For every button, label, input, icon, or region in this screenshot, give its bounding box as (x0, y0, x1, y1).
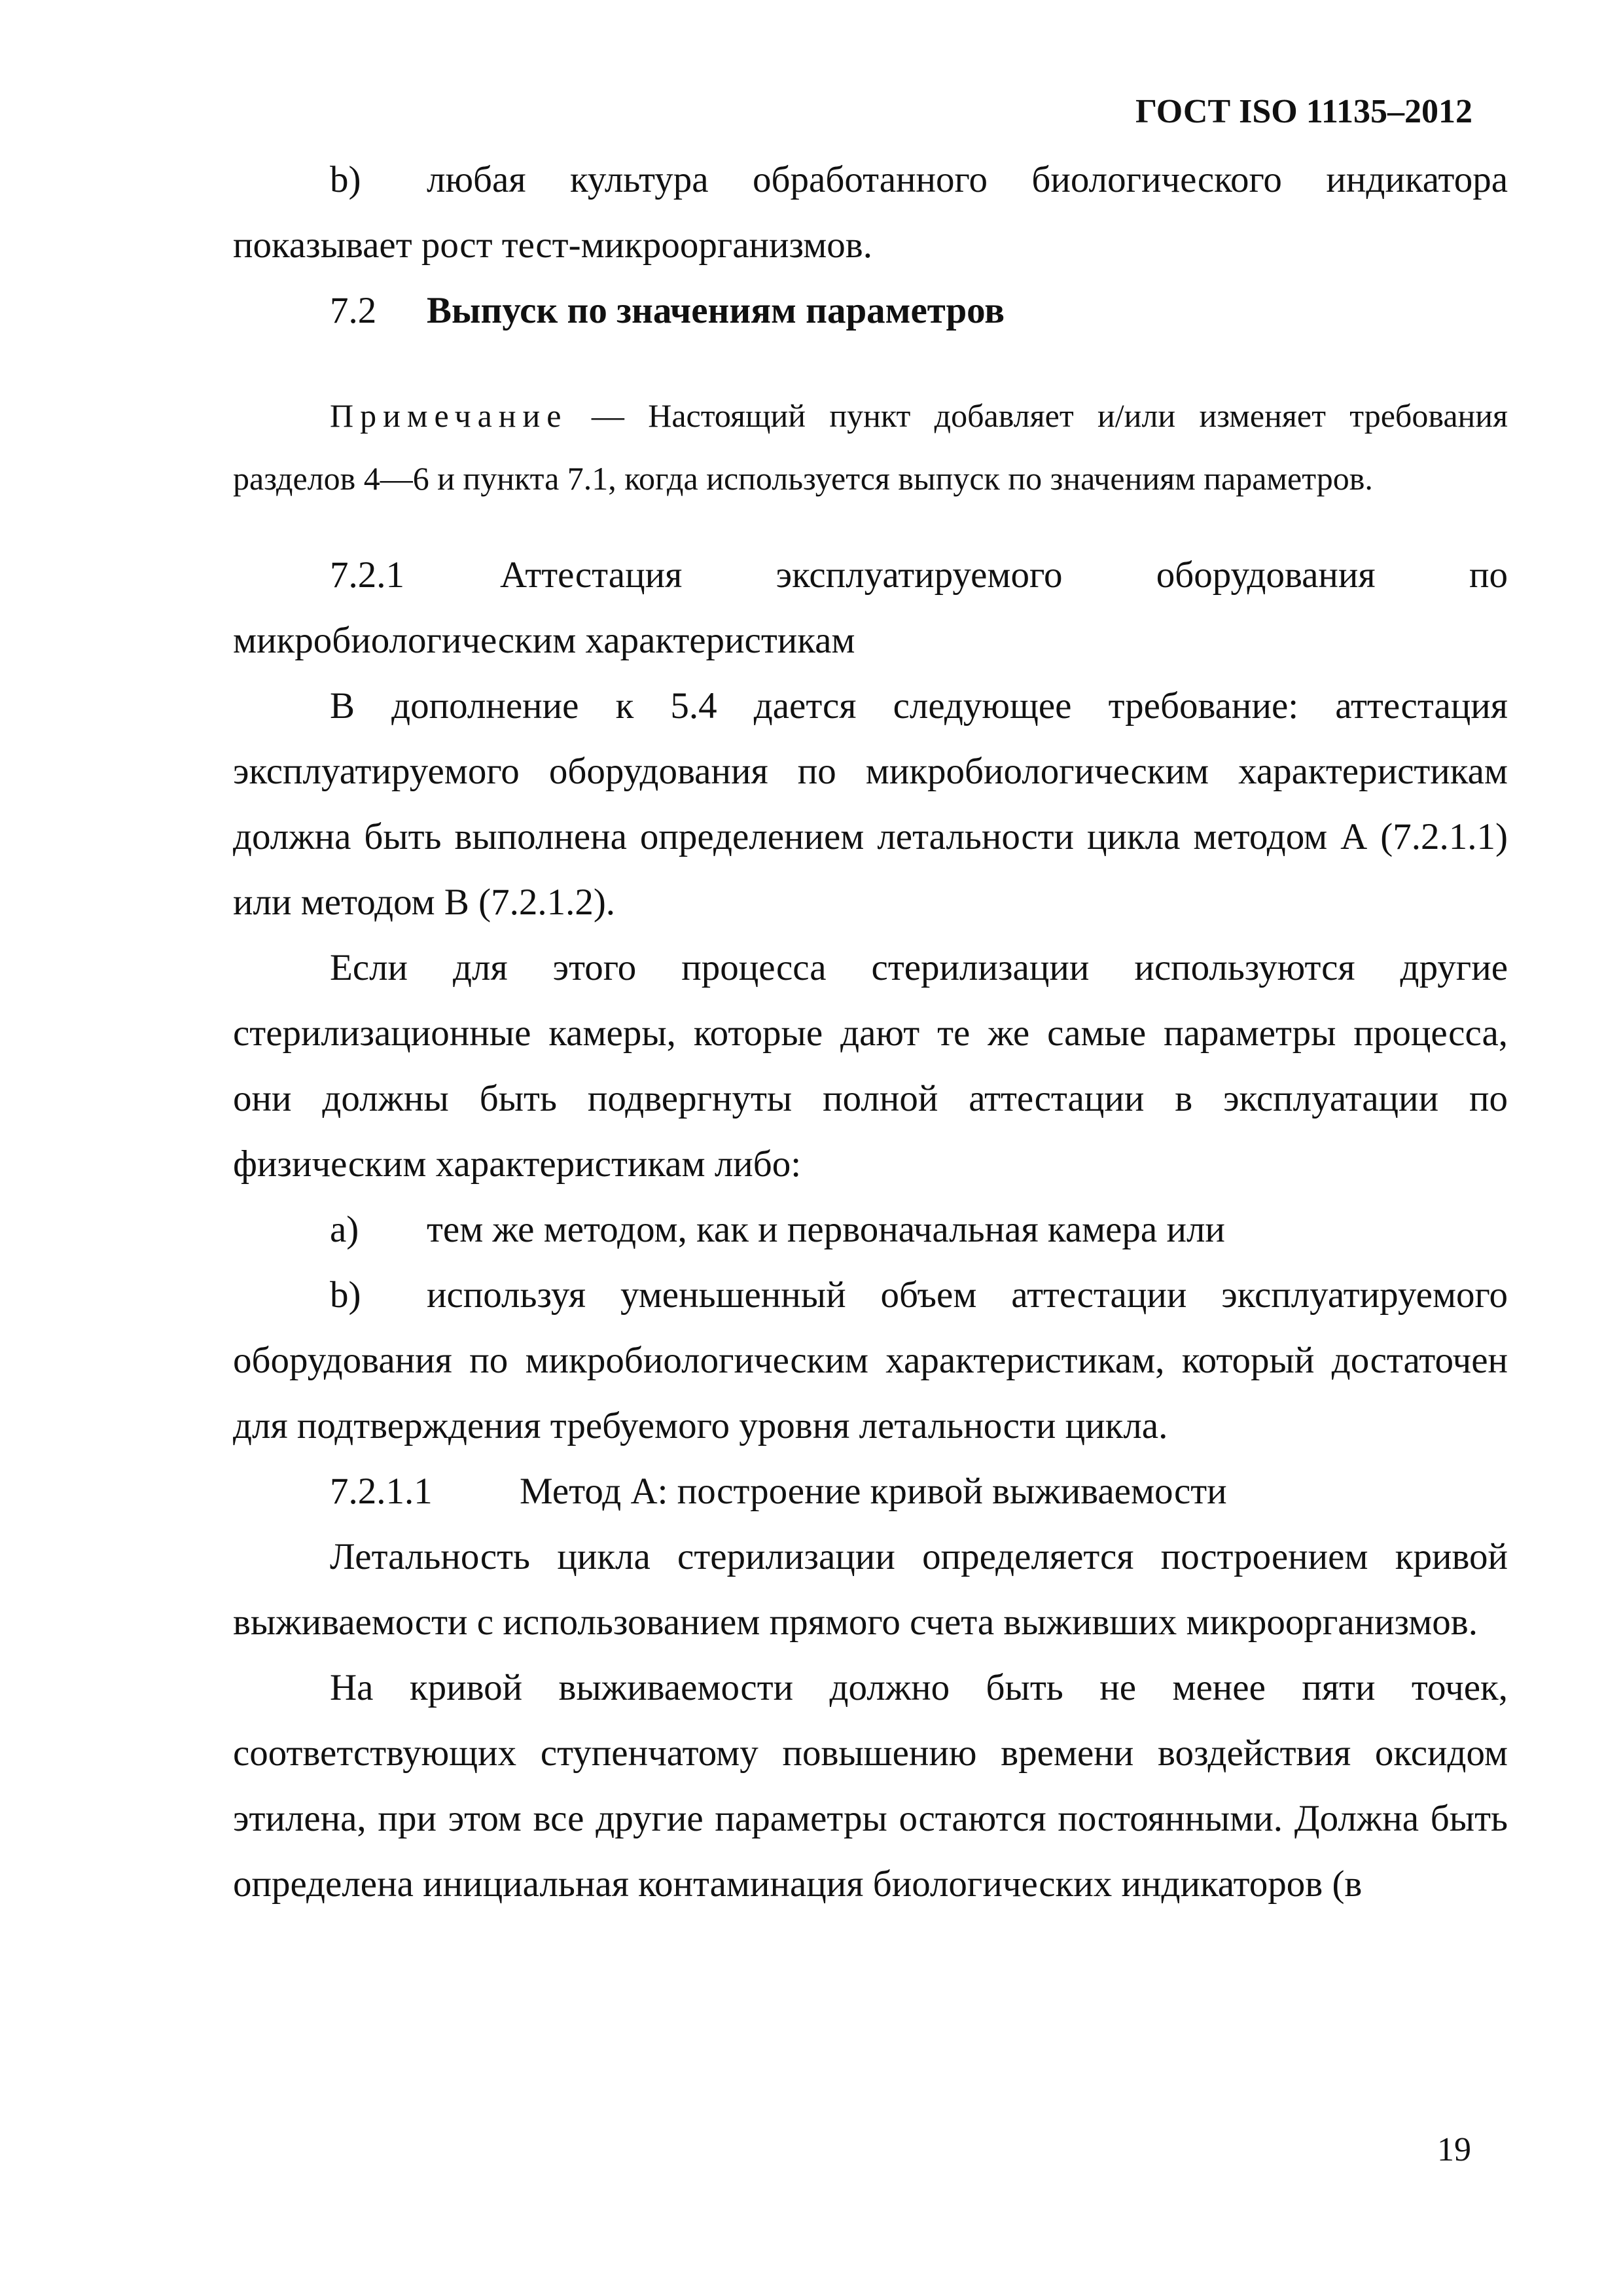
section-heading-7-2 (233, 278, 1508, 344)
list-item-a (233, 1197, 1508, 1263)
page-number: 19 (1437, 2131, 1471, 2168)
note-text: Настоящий пункт добавляет и/или изменяет требования разделов 4—6 и пункта 7.1, когда используется выпуск по значениям параметров. (233, 397, 1508, 497)
list-marker: а) (330, 1209, 359, 1250)
document-header: ГОСТ ISO 11135–2012 (1135, 93, 1472, 130)
list-item-b-first (233, 147, 1508, 278)
list-item-text: любая культура обработанного биологического индикатора показывает рост тест-микроорганизмов. (233, 159, 1508, 266)
list-item-b-second (233, 1263, 1508, 1459)
section-title: Аттестация эксплуатируемого оборудования по микробиологическим характеристикам (233, 554, 1508, 661)
section-heading-7-2-1 (233, 543, 1508, 673)
paragraph-3: Летальность цикла стерилизации определяется построением кривой выживаемости с использованием прямого счета выживших микроорганизмов. (233, 1536, 1508, 1643)
note-label: Примечание (330, 397, 568, 434)
section-title: Метод А: построение кривой выживаемости (520, 1471, 1227, 1512)
paragraph-2: Если для этого процесса стерилизации используются другие стерилизационные камеры, которые дают те же самые параметры процесса, они должны быть подвергнуты полной аттестации в эксплуатации по физическим характеристикам либо: (233, 947, 1508, 1185)
paragraph-1: В дополнение к 5.4 дается следующее требование: аттестация эксплуатируемого оборудования по микробиологическим характеристикам должна быть выполнена определением летальности цикла методом А (7.2.1.1) или методом В (7.2.1.2). (233, 685, 1508, 923)
list-item-text: используя уменьшенный объем аттестации эксплуатируемого оборудования по микробиологическим характеристикам, который достаточен для подтверждения требуемого уровня летальности цикла. (233, 1274, 1508, 1446)
section-number: 7.2.1.1 (330, 1471, 433, 1512)
list-marker: b) (330, 159, 361, 200)
section-number: 7.2 (330, 290, 377, 331)
paragraph-4: На кривой выживаемости должно быть не менее пяти точек, соответствующих ступенчатому повышению времени воздействия оксидом этилена, при этом все другие параметры остаются постоянными. Должна быть определена инициальная контаминация биологических индикаторов (в (233, 1667, 1508, 1905)
section-number: 7.2.1 (330, 554, 404, 596)
list-marker: b) (330, 1274, 361, 1316)
section-title: Выпуск по значениям параметров (427, 290, 1005, 331)
section-heading-7-2-1-1 (233, 1459, 1508, 1524)
list-item-text: тем же методом, как и первоначальная камера или (427, 1209, 1225, 1250)
note-dash: — (591, 397, 624, 434)
document-body (233, 147, 1508, 1917)
note-paragraph (233, 384, 1508, 510)
